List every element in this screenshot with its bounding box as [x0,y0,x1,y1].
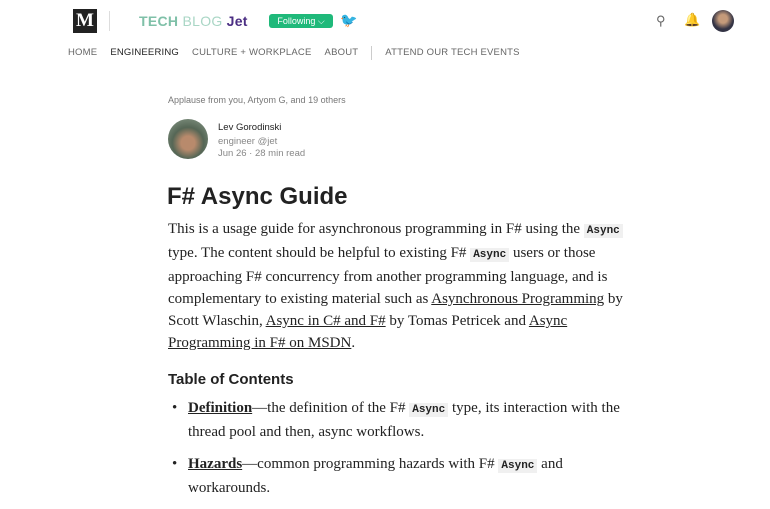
nav-home[interactable]: HOME [68,47,98,58]
code: Async [498,459,537,473]
text: users or those approaching F# concurrency from another programming language, and is complementary to existing material such as [168,245,608,307]
publication-nav [68,47,520,60]
search-icon[interactable]: ⚲ [656,13,666,28]
medium-logo[interactable]: M [73,9,97,33]
text: by Tomas Petricek and [385,313,529,329]
toc-heading: Table of Contents [168,371,294,388]
toc-list [170,397,630,509]
text: —the definition of the F# [252,400,410,416]
brand-jet: Jet [226,13,248,29]
toc-item [170,453,630,499]
bell-icon[interactable]: 🔔 [684,12,701,27]
author-avatar[interactable] [168,119,208,159]
toc-link-definition[interactable]: Definition [188,400,253,416]
text: by Scott Wlaschin, [168,291,623,329]
nav-culture[interactable]: CULTURE + WORKPLACE [192,47,312,58]
brand-blog: BLOG [182,13,223,29]
following-button[interactable]: Following ⌵ [269,14,333,28]
link-msdn[interactable]: Async Programming in F# on MSDN [168,313,568,351]
applause-note: Applause from you, Artyom G, and 19 others [168,95,346,105]
text: This is a usage guide for asynchronous programming in F# using the [168,221,584,237]
code: Async [584,224,623,238]
toc-item [170,397,630,443]
twitter-icon[interactable]: 🐦 [340,12,358,28]
link-async-programming[interactable]: Asynchronous Programming [431,291,605,307]
brand-tech: TECH [139,13,179,29]
text: and workarounds. [188,456,563,496]
text: type. The content should be helpful to existing F# [168,245,471,261]
post-title: F# Async Guide [167,183,348,210]
text: type, its interaction with the thread pool and then, async workflows. [188,400,620,440]
post-date: Jun 26 · 28 min read [218,148,306,159]
code: Async [470,248,509,262]
text: . [351,335,356,351]
nav-divider [371,46,372,60]
publication-logo[interactable] [139,13,248,29]
author-name[interactable]: Lev Gorodinski [218,122,282,133]
toc-link-hazards[interactable]: Hazards [188,456,243,472]
code: Async [409,403,448,417]
intro-paragraph [168,218,628,354]
link-async-csharp-fsharp[interactable]: Async in C# and F# [265,313,386,329]
user-avatar[interactable] [712,10,734,32]
nav-events[interactable]: ATTEND OUR TECH EVENTS [385,47,520,58]
nav-about[interactable]: ABOUT [324,47,359,58]
nav-engineering[interactable]: ENGINEERING [110,47,180,58]
author-bio: engineer @jet [218,136,278,147]
text: —common programming hazards with F# [242,456,499,472]
divider [109,11,110,31]
